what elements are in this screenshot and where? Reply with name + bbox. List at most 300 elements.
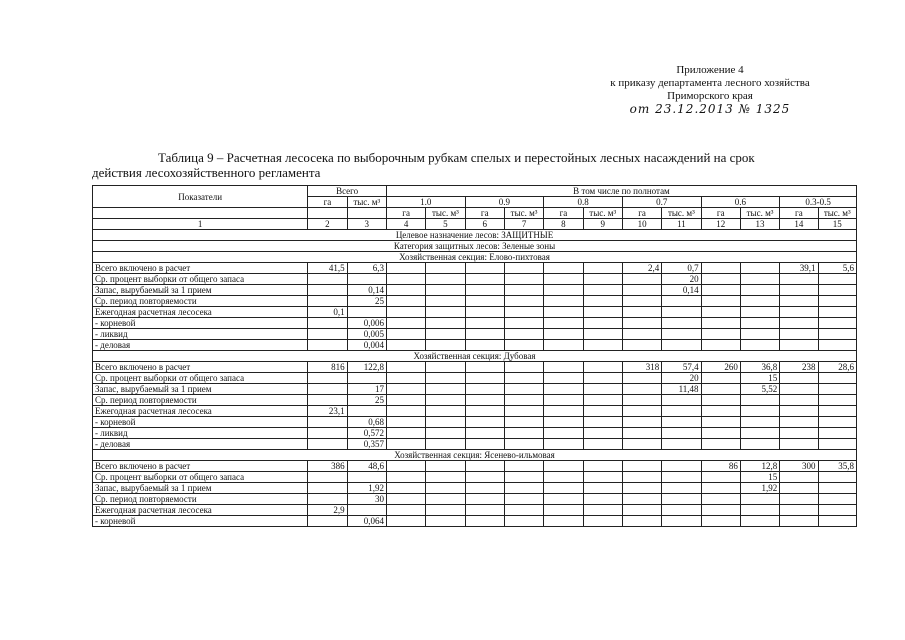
table-row — [93, 296, 857, 307]
column-number: 11 — [662, 219, 701, 230]
table-cell — [544, 340, 583, 351]
table-cell — [386, 384, 425, 395]
table-cell — [818, 274, 857, 285]
table-row — [93, 274, 857, 285]
table-cell — [740, 428, 779, 439]
row-label: - корневой — [93, 516, 308, 527]
table-cell — [544, 373, 583, 384]
table-cell: 238 — [780, 362, 818, 373]
table-cell — [622, 516, 661, 527]
table-cell: 0,7 — [662, 263, 701, 274]
column-number: 5 — [426, 219, 465, 230]
table-cell — [426, 373, 465, 384]
table-row — [93, 494, 857, 505]
table-cell — [465, 329, 504, 340]
table-cell — [818, 472, 857, 483]
table-cell — [740, 417, 779, 428]
table-cell: 300 — [780, 461, 818, 472]
table-cell — [386, 340, 425, 351]
header-unit-ha: га — [544, 208, 583, 219]
table-cell — [308, 428, 347, 439]
row-label: Ср. процент выборки от общего запаса — [93, 472, 308, 483]
header-unit-ha: га — [622, 208, 661, 219]
table-cell — [583, 505, 622, 516]
table-cell: 1,92 — [740, 483, 779, 494]
table-cell — [504, 494, 543, 505]
header-total: Всего — [308, 186, 387, 197]
table-cell — [347, 307, 386, 318]
table-cell — [583, 263, 622, 274]
table-row — [93, 384, 857, 395]
column-number: 10 — [622, 219, 661, 230]
table-cell: 0,064 — [347, 516, 386, 527]
table-cell — [740, 263, 779, 274]
table-cell — [701, 417, 740, 428]
category-row — [93, 241, 857, 252]
table-cell — [465, 483, 504, 494]
table-cell — [780, 494, 818, 505]
row-label: - корневой — [93, 417, 308, 428]
table-cell — [818, 428, 857, 439]
table-cell — [308, 516, 347, 527]
table-cell: 86 — [701, 461, 740, 472]
table-cell — [818, 307, 857, 318]
table-cell: 1,92 — [347, 483, 386, 494]
table-cell: 15 — [740, 472, 779, 483]
purpose-row — [93, 230, 857, 241]
table-cell — [426, 461, 465, 472]
table-cell: 0,357 — [347, 439, 386, 450]
table-cell — [701, 263, 740, 274]
table-cell: 260 — [701, 362, 740, 373]
table-cell — [426, 307, 465, 318]
table-cell — [818, 483, 857, 494]
table-cell — [701, 340, 740, 351]
header-density-2: 0.9 — [465, 197, 544, 208]
table-cell — [308, 373, 347, 384]
table-cell — [308, 384, 347, 395]
table-cell — [622, 439, 661, 450]
section-row — [93, 252, 857, 263]
table-cell — [780, 406, 818, 417]
header-total-ths: тыс. м³ — [347, 197, 386, 208]
table-cell — [544, 516, 583, 527]
table-cell — [740, 274, 779, 285]
table-cell — [662, 340, 701, 351]
table-cell — [583, 516, 622, 527]
row-label: Всего включено в расчет — [93, 362, 308, 373]
table-cell: 25 — [347, 395, 386, 406]
table-cell — [426, 318, 465, 329]
column-number: 13 — [740, 219, 779, 230]
header-units-row — [93, 208, 857, 219]
table-cell: 28,6 — [818, 362, 857, 373]
table-cell — [780, 439, 818, 450]
table-cell — [662, 395, 701, 406]
table-cell — [662, 439, 701, 450]
table-cell — [780, 373, 818, 384]
table-cell — [583, 461, 622, 472]
row-label: - корневой — [93, 318, 308, 329]
row-label: Ср. процент выборки от общего запаса — [93, 373, 308, 384]
table-cell — [701, 274, 740, 285]
table-cell — [662, 428, 701, 439]
table-cell: 17 — [347, 384, 386, 395]
table-cell — [583, 274, 622, 285]
table-cell — [426, 516, 465, 527]
table-cell — [386, 274, 425, 285]
table-cell — [386, 263, 425, 274]
purpose-label: Целевое назначение лесов: ЗАЩИТНЫЕ — [93, 230, 857, 241]
table-cell — [583, 285, 622, 296]
column-number: 2 — [308, 219, 347, 230]
table-cell — [544, 318, 583, 329]
table-cell — [386, 318, 425, 329]
table-cell — [583, 362, 622, 373]
table-cell — [426, 340, 465, 351]
table-cell — [504, 373, 543, 384]
table-cell — [504, 263, 543, 274]
table-cell — [740, 494, 779, 505]
category-label: Категория защитных лесов: Зеленые зоны — [93, 241, 857, 252]
table-cell: 23,1 — [308, 406, 347, 417]
row-label: Ср. период повторяемости — [93, 395, 308, 406]
table-cell — [622, 505, 661, 516]
column-number: 12 — [701, 219, 740, 230]
table-cell — [622, 296, 661, 307]
table-title-line-2: действия лесохозяйственного регламента — [92, 165, 321, 180]
table-cell — [780, 307, 818, 318]
table-cell — [426, 406, 465, 417]
table-cell: 30 — [347, 494, 386, 505]
table-row — [93, 505, 857, 516]
table-cell — [662, 307, 701, 318]
table-cell — [544, 494, 583, 505]
table-cell — [818, 439, 857, 450]
table-cell — [308, 274, 347, 285]
row-label: Запас, вырубаемый за 1 прием — [93, 483, 308, 494]
table-title — [92, 150, 842, 180]
table-cell — [544, 307, 583, 318]
table-cell — [701, 395, 740, 406]
table-cell — [386, 373, 425, 384]
table-cell — [662, 329, 701, 340]
table-cell — [386, 395, 425, 406]
table-cell — [426, 274, 465, 285]
header-unit-ths: тыс. м³ — [504, 208, 543, 219]
table-cell — [544, 417, 583, 428]
table-row — [93, 461, 857, 472]
section-row — [93, 450, 857, 461]
header-total-ha: га — [308, 197, 347, 208]
table-cell — [465, 472, 504, 483]
table-cell: 0,005 — [347, 329, 386, 340]
table-cell: 6,3 — [347, 263, 386, 274]
table-row — [93, 340, 857, 351]
table-cell — [701, 472, 740, 483]
table-cell — [544, 285, 583, 296]
table-cell: 318 — [622, 362, 661, 373]
table-cell — [465, 516, 504, 527]
row-label: Всего включено в расчет — [93, 461, 308, 472]
table-cell: 36,8 — [740, 362, 779, 373]
table-cell — [347, 505, 386, 516]
column-number: 1 — [93, 219, 308, 230]
column-number: 6 — [465, 219, 504, 230]
table-cell — [465, 406, 504, 417]
table-cell — [426, 472, 465, 483]
header-density-6: 0.3-0.5 — [780, 197, 857, 208]
table-cell — [701, 516, 740, 527]
appendix-title: Приложение 4 — [676, 64, 744, 76]
table-cell — [386, 329, 425, 340]
table-cell: 0,14 — [662, 285, 701, 296]
table-row — [93, 483, 857, 494]
table-cell — [780, 384, 818, 395]
table-cell — [308, 417, 347, 428]
table-cell — [583, 373, 622, 384]
header-unit-ths: тыс. м³ — [583, 208, 622, 219]
section-row — [93, 351, 857, 362]
table-cell — [308, 483, 347, 494]
table-cell — [740, 340, 779, 351]
table-cell — [386, 307, 425, 318]
table-cell — [504, 318, 543, 329]
table-cell — [504, 274, 543, 285]
table-cell — [504, 472, 543, 483]
table-cell — [386, 505, 425, 516]
row-label: Запас, вырубаемый за 1 прием — [93, 384, 308, 395]
table-cell — [701, 285, 740, 296]
column-number: 7 — [504, 219, 543, 230]
table-row — [93, 373, 857, 384]
table-cell — [740, 395, 779, 406]
table-cell — [622, 384, 661, 395]
table-cell — [544, 483, 583, 494]
table-cell — [622, 285, 661, 296]
column-number: 9 — [583, 219, 622, 230]
table-cell — [662, 406, 701, 417]
table-cell — [740, 439, 779, 450]
table-cell — [465, 461, 504, 472]
table-cell: 48,6 — [347, 461, 386, 472]
appendix-region: Приморского края — [667, 90, 753, 102]
table-cell — [622, 428, 661, 439]
table-cell — [662, 505, 701, 516]
table-row — [93, 362, 857, 373]
header-unit-ha: га — [465, 208, 504, 219]
row-label: Ср. период повторяемости — [93, 296, 308, 307]
column-numbers-row — [93, 219, 857, 230]
column-number: 14 — [780, 219, 818, 230]
table-row — [93, 406, 857, 417]
table-cell — [465, 285, 504, 296]
header-density-3: 0.8 — [544, 197, 623, 208]
table-cell: 0,006 — [347, 318, 386, 329]
table-cell — [701, 307, 740, 318]
row-label: Ср. период повторяемости — [93, 494, 308, 505]
table-cell — [504, 417, 543, 428]
appendix-header — [560, 64, 860, 116]
table-cell: 39,1 — [780, 263, 818, 274]
calculation-table — [92, 185, 857, 527]
table-cell — [386, 472, 425, 483]
table-cell: 12,8 — [740, 461, 779, 472]
table-cell — [701, 406, 740, 417]
table-cell — [544, 274, 583, 285]
table-cell: 41,5 — [308, 263, 347, 274]
table-cell — [818, 285, 857, 296]
table-cell — [740, 505, 779, 516]
table-cell — [504, 406, 543, 417]
table-cell — [780, 428, 818, 439]
table-cell — [465, 318, 504, 329]
row-label: - ликвид — [93, 329, 308, 340]
table-cell — [504, 439, 543, 450]
table-cell — [308, 340, 347, 351]
table-cell — [818, 296, 857, 307]
table-cell — [583, 395, 622, 406]
table-cell — [740, 285, 779, 296]
table-cell — [386, 439, 425, 450]
table-cell — [386, 406, 425, 417]
table-row — [93, 428, 857, 439]
table-cell — [504, 307, 543, 318]
table-cell — [818, 505, 857, 516]
table-cell — [544, 428, 583, 439]
table-cell — [740, 406, 779, 417]
table-cell — [426, 417, 465, 428]
table-cell: 20 — [662, 274, 701, 285]
table-row — [93, 329, 857, 340]
table-cell — [622, 307, 661, 318]
table-cell — [426, 329, 465, 340]
table-cell — [818, 329, 857, 340]
column-number: 4 — [386, 219, 425, 230]
table-cell — [426, 483, 465, 494]
table-cell — [426, 395, 465, 406]
table-cell — [780, 285, 818, 296]
table-cell — [465, 362, 504, 373]
table-cell — [308, 439, 347, 450]
table-cell — [347, 373, 386, 384]
table-cell — [504, 428, 543, 439]
row-label: Ежегодная расчетная лесосека — [93, 406, 308, 417]
table-cell — [662, 472, 701, 483]
table-cell — [465, 274, 504, 285]
table-cell — [662, 417, 701, 428]
table-cell — [701, 494, 740, 505]
header-row-1 — [93, 186, 857, 197]
table-row — [93, 395, 857, 406]
table-cell: 57,4 — [662, 362, 701, 373]
table-cell — [583, 406, 622, 417]
header-density-4: 0.7 — [622, 197, 701, 208]
table-cell — [308, 494, 347, 505]
table-cell — [465, 428, 504, 439]
table-cell — [780, 395, 818, 406]
table-cell — [347, 274, 386, 285]
header-unit-ha: га — [780, 208, 818, 219]
table-cell — [622, 274, 661, 285]
table-cell — [780, 417, 818, 428]
table-cell — [780, 329, 818, 340]
table-cell — [386, 494, 425, 505]
table-cell — [818, 340, 857, 351]
table-cell — [347, 406, 386, 417]
table-cell — [386, 428, 425, 439]
table-cell — [504, 285, 543, 296]
table-cell — [622, 472, 661, 483]
column-number: 3 — [347, 219, 386, 230]
row-label: - деловая — [93, 340, 308, 351]
table-cell — [701, 439, 740, 450]
table-row — [93, 439, 857, 450]
table-cell — [780, 296, 818, 307]
column-number: 15 — [818, 219, 857, 230]
header-unit-ha: га — [386, 208, 425, 219]
table-cell — [662, 318, 701, 329]
table-cell — [504, 483, 543, 494]
table-cell — [622, 417, 661, 428]
header-density-1: 1.0 — [386, 197, 465, 208]
table-cell — [544, 395, 583, 406]
table-cell — [544, 505, 583, 516]
table-cell: 0,004 — [347, 340, 386, 351]
table-cell — [818, 516, 857, 527]
row-label: Ежегодная расчетная лесосека — [93, 505, 308, 516]
table-cell — [426, 439, 465, 450]
table-cell: 816 — [308, 362, 347, 373]
table-row — [93, 263, 857, 274]
table-row — [93, 318, 857, 329]
table-cell — [544, 263, 583, 274]
table-cell — [622, 395, 661, 406]
header-unit-ths: тыс. м³ — [818, 208, 857, 219]
table-cell — [780, 318, 818, 329]
header-indicators: Показатели — [93, 186, 308, 208]
table-cell — [504, 362, 543, 373]
table-cell — [504, 384, 543, 395]
table-cell — [426, 494, 465, 505]
table-row — [93, 472, 857, 483]
table-cell — [504, 395, 543, 406]
table-cell — [504, 296, 543, 307]
header-units-blank — [308, 208, 347, 219]
table-cell — [308, 318, 347, 329]
table-cell: 2,9 — [308, 505, 347, 516]
table-cell — [426, 296, 465, 307]
table-cell — [583, 318, 622, 329]
row-label: Всего включено в расчет — [93, 263, 308, 274]
table-cell — [780, 483, 818, 494]
column-number: 8 — [544, 219, 583, 230]
table-cell — [308, 285, 347, 296]
table-cell — [465, 340, 504, 351]
header-included: В том числе по полнотам — [386, 186, 856, 197]
row-label: Ежегодная расчетная лесосека — [93, 307, 308, 318]
table-cell — [426, 263, 465, 274]
table-cell — [504, 505, 543, 516]
table-cell — [583, 483, 622, 494]
table-cell — [740, 318, 779, 329]
table-cell — [465, 395, 504, 406]
table-cell — [386, 296, 425, 307]
table-cell — [386, 362, 425, 373]
header-units-blank — [93, 208, 308, 219]
table-cell — [465, 494, 504, 505]
table-cell — [544, 472, 583, 483]
